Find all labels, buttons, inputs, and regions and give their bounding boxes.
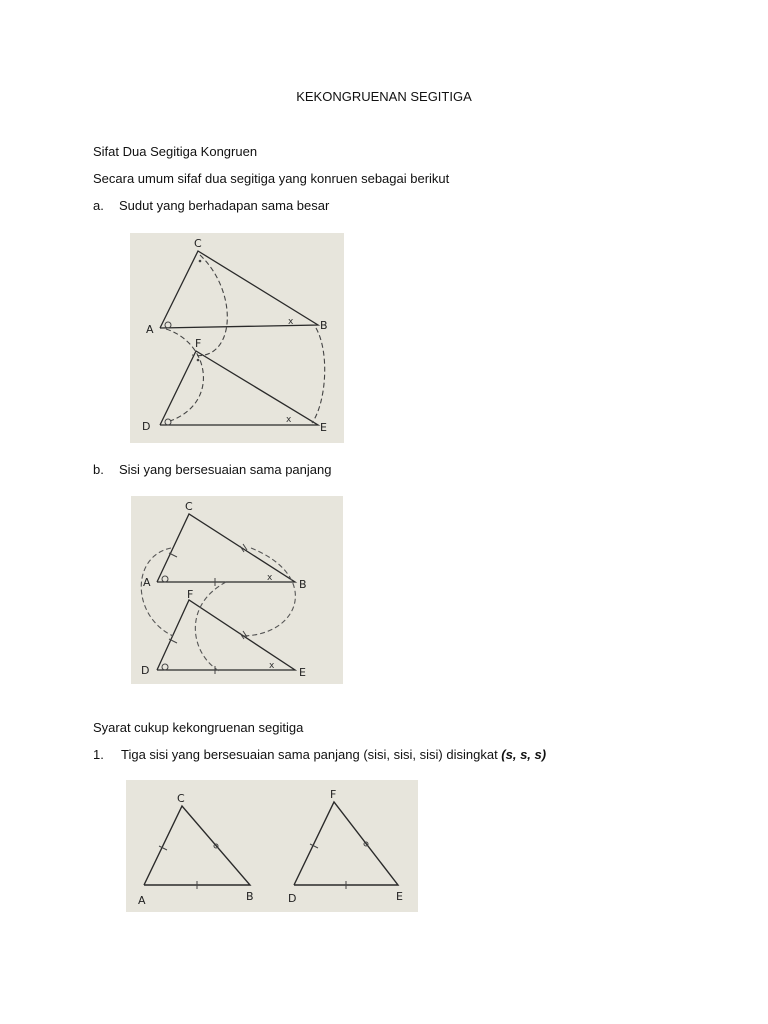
list-item-text-1 — [121, 747, 546, 763]
figure-sides-photo — [131, 496, 343, 684]
list-marker-1: 1. — [93, 747, 104, 762]
list-item-text-a: Sudut yang berhadapan sama besar — [119, 198, 330, 213]
list-item-text-1-emphasis: (s, s, s) — [501, 747, 547, 762]
vertex-label-d2: D — [141, 664, 150, 677]
vertex-label-a: A — [146, 323, 154, 336]
list-item-text-1-body: Tiga sisi yang bersesuaian sama panjang (sisi, sisi, sisi) disingkat — [121, 747, 502, 762]
vertex-label-c2: C — [185, 500, 193, 513]
list-marker-b: b. — [93, 462, 104, 477]
angle-mark-e2: x — [269, 661, 275, 671]
figure-angles-diagram — [130, 233, 344, 443]
figure-sss-diagram — [126, 780, 418, 912]
section2-heading: Syarat cukup kekongruenan segitiga — [93, 720, 304, 735]
angle-mark-e: x — [286, 415, 292, 425]
vertex-label-b: B — [320, 319, 328, 332]
vertex-label-e2: E — [299, 666, 306, 679]
vertex-label-b2: B — [299, 578, 307, 591]
vertex-label-a2: A — [143, 576, 151, 589]
figure-sss-photo — [126, 780, 418, 912]
vertex-label-d3: D — [288, 892, 297, 905]
page-title: KEKONGRUENAN SEGITIGA — [296, 89, 472, 104]
vertex-label-b3: B — [246, 890, 254, 903]
vertex-label-f: F — [195, 337, 202, 350]
vertex-label-d: D — [142, 420, 151, 433]
vertex-label-e3: E — [396, 890, 403, 903]
section-heading: Sifat Dua Segitiga Kongruen — [93, 144, 258, 159]
figure-sides-diagram — [131, 496, 343, 684]
list-marker-a: a. — [93, 198, 104, 213]
figure-angles-photo — [130, 233, 344, 443]
vertex-label-a3: A — [138, 894, 146, 907]
vertex-label-c: C — [194, 237, 202, 250]
vertex-label-f3: F — [330, 788, 337, 801]
angle-mark-b2: x — [267, 573, 273, 583]
vertex-label-f2: F — [187, 588, 194, 601]
section-intro: Secara umum sifaf dua segitiga yang konruen sebagai berikut — [93, 171, 450, 186]
angle-mark-b: x — [288, 317, 294, 327]
vertex-label-c3: C — [177, 792, 185, 805]
list-item-text-b: Sisi yang bersesuaian sama panjang — [119, 462, 332, 477]
vertex-label-e: E — [320, 421, 327, 434]
